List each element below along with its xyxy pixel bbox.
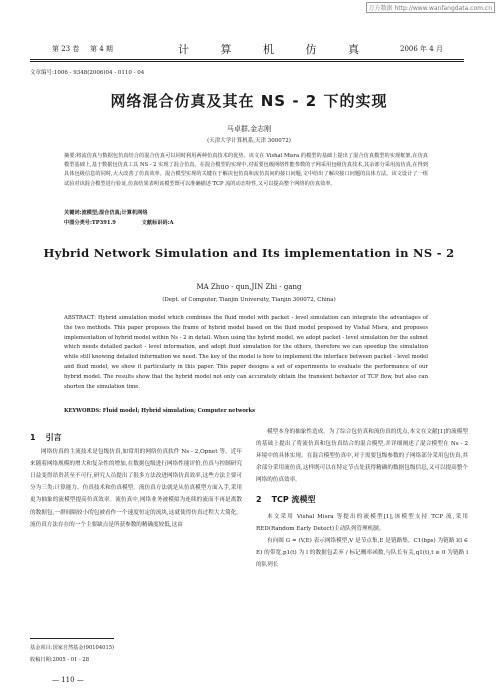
authors-en: MA Zhuo - qun,JIN Zhi - gang — [196, 283, 302, 291]
title-zh: 网络混合仿真及其在 NS - 2 下的实现 — [110, 92, 388, 110]
header-rule — [30, 59, 464, 60]
footnote-rule — [30, 638, 114, 639]
doc-code: 文献标识码:A — [141, 220, 174, 226]
keywords-en: KEYWORDS: Fluid model; Hybrid simulation; Computer networks — [64, 408, 256, 414]
header-rule-2 — [30, 61, 464, 62]
abstract-zh: 摘要:将流仿真与数据包仿真结合的混合仿真可以同时利用两种仿真技术的优势。该文在 Vishal Misra 的模型的基础上提出了混合仿真模型的实现框架,在仿真模型基础上,基于数据包仿真工具 NS - 2 实现了混合仿真。在混合模型的实现中,对需要包级网络性能参数的子网采用包级仿真技术,其余部分采用流仿真,在得到具体包级信息的同时,大大改善了仿真效率。混合模型实现的关键在于解决包仿真和流仿真间的接口问题,文中给出了解决接口问题的具体方法。该文设计了一组试验对该混合模型进行验证,仿真结果表明该模型既可以准确描述 TCP 流的动态特性,又可以提高整个网络的仿真效率。 — [64, 153, 428, 187]
footnote-fund: 基金项目:国家自然基金(90104015) — [30, 645, 115, 651]
section-2-heading — [256, 494, 468, 506]
column-left — [30, 432, 242, 531]
section-2-title: TCP 流模型 — [271, 495, 316, 505]
section-2-text-1: 本文采用 Vishal Misra 等提出的流模型[1],该模型支持 TCP 流,采用 RED(Random Early Detect)主动队列管理机制。 — [256, 513, 468, 532]
section-2-number: 2 — [256, 495, 262, 505]
clc-number: 中图分类号:TP391.9 — [64, 220, 116, 226]
affiliation-zh: (天津大学计算机系,天津 300072) — [207, 138, 291, 144]
section-2-text-2: 有向图 G = (V,E) 表示网络模型,V 是节点集,E 是链路集。C1(bps) 为链路 l(l ∈ E) 的带宽,p1(t) 为 l 的数据包丢弃 / 标记概率函数,与队长有关,q1(t),t ≥ 0 为链路 l 的队列长 — [256, 537, 468, 568]
header-date: 2006 年 4 月 — [400, 45, 443, 53]
title-en: Hybrid Network Simulation and Its implementation in NS - 2 — [43, 246, 455, 260]
section-1-text: 网络仿真的主流技术是包级仿真,如常用的网络仿真软件 Ns - 2,Opnet 等。近年来随着网络规模的增大和复杂性的增加,在数据包级进行网络性能评价,仿真与控制研究日益变得昂贵甚至不可行,研究人员提出了很多方法改进网络仿真效率,这些方法主要可分为三类:计算能力、仿真技术和仿真模型。流仿真方法就是从仿真模型方面入手,采用更为抽象的流模型提高仿真效率。流仿真中,网络业务被模拟为连续的流而不再是离散的数据包,一群间隔较小的包被看作一个速度恒定的流块,这就使得仿真过程大大简化。流仿真方法存在的一个主要缺点是所获参数的精确度较低,这由 — [30, 449, 242, 528]
page-number: — 110 — — [52, 676, 84, 684]
watermark: 万方数据 http://www.wanfangdata.com.cn — [366, 2, 495, 13]
classification-zh — [64, 219, 428, 228]
article-id: 文章编号:1006 - 9348(2006)04 - 0110 - 04 — [30, 70, 145, 76]
column-right — [256, 426, 468, 571]
header-issue: 第 4 期 — [90, 45, 113, 53]
section-1-title: 引言 — [45, 433, 62, 442]
section-1-number: 1 — [30, 433, 36, 442]
header-volume: 第 23 卷 — [52, 45, 80, 53]
footnote-received: 收稿日期:2005 - 01 - 28 — [30, 657, 90, 663]
journal-name: 计 算 机 仿 真 — [178, 43, 373, 56]
affiliation-en: (Dept. of Computer, Tianjin University, Tianjin 300072, China) — [162, 297, 336, 303]
intro-continued-text: 模型本身的抽象性造成。为了综合包仿真和流仿真的优点,本文在文献[1]的流模型的基础上提出了将流仿真和包仿真结合的混合模型,并详细阐述了混合模型在 Ns - 2 环境中的具体实现。在混合模型仿真中,对于需要包级参数的子网络部分采用包仿真,其余部分采用流仿真,这样既可以在特定节点处获得精确的数据包级信息,又可以提高整个网络的仿真效率。 — [256, 429, 468, 484]
authors-zh: 马卓群,金志刚 — [226, 125, 272, 133]
abstract-en: ABSTRACT: Hybrid simulation model which combines the fluid model with packet - level simulation can integrate the advantages of the two methods. This paper proposes the frame of hybrid model based on the fluid model proposed by Vishal Misra, and proposes implementation of hybrid model within Ns - 2 in detail. When using the hybrid model, we adopt packet - level simulation for the subnet which needs detailed packet - level information, and adopt fluid simulation for the others, therefore we can speedup the simulation while still knowing detailed information we need. The key of the model is how to implement the interface between packet - level model and fluid model, we show it particularly in this paper. This paper designs a set of experiments to evaluate the performance of our hybrid model. The results show that the hybrid model not only can accurately obtain the transient behavior of TCP flow, but also can shorten the simulation time. — [64, 315, 428, 390]
section-1-heading — [30, 432, 242, 444]
keywords-zh: 关键词:流模型;混合仿真;计算机网络 — [64, 210, 148, 216]
